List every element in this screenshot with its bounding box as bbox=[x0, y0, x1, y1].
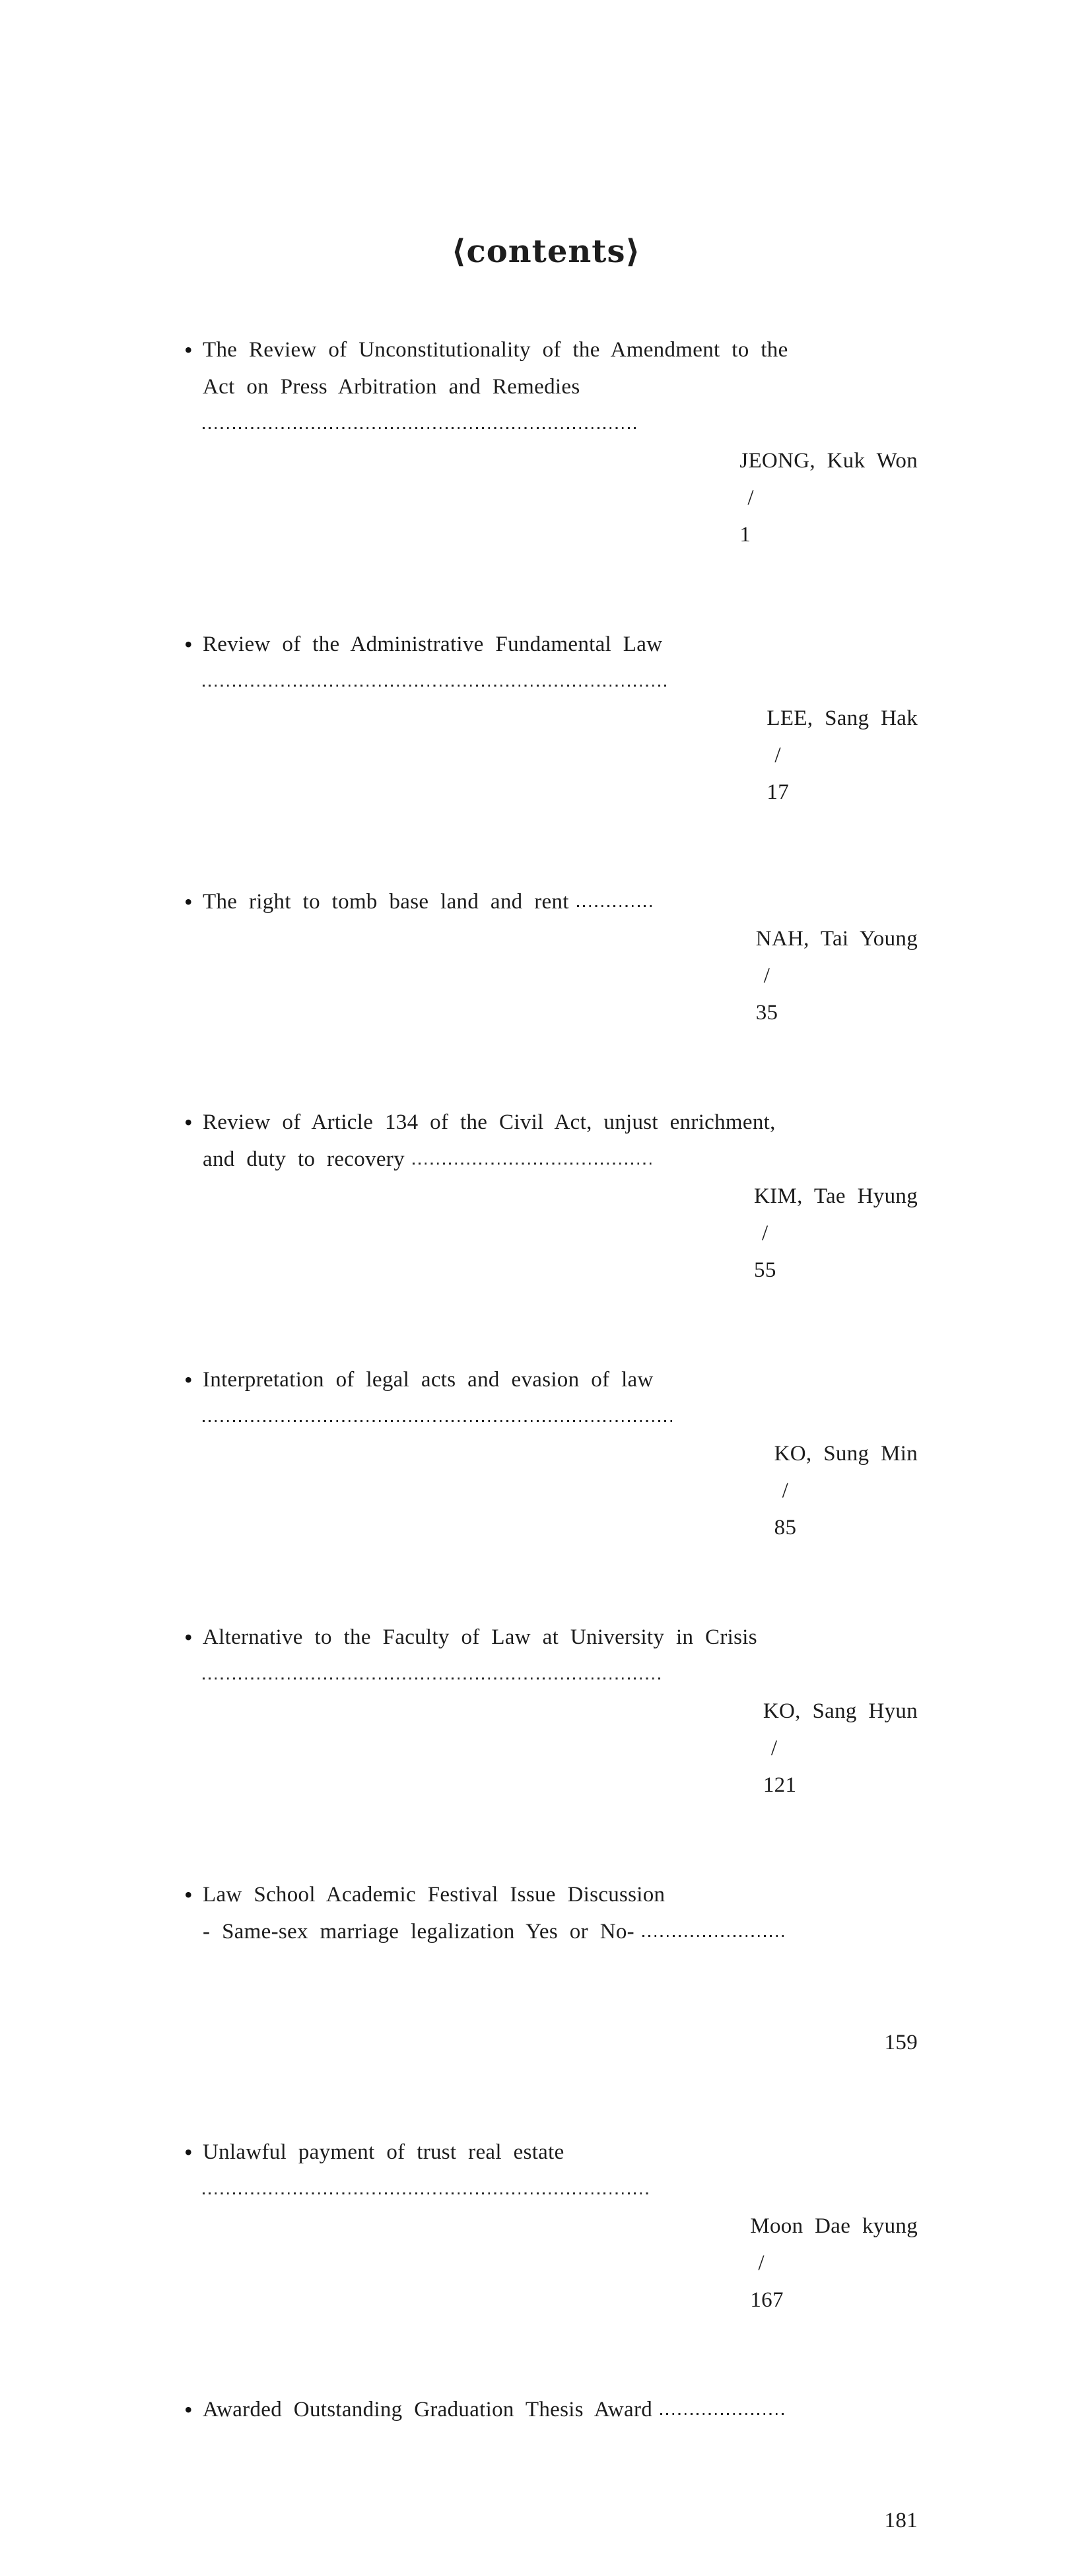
entry-leader-text: The right to tomb base land and rent bbox=[203, 890, 569, 914]
entry-separator: / bbox=[763, 964, 770, 988]
bullet-icon: • bbox=[184, 1367, 193, 1393]
entry-title-line: Alternative to the Faculty of Law at University in Crisis bbox=[203, 1625, 757, 1649]
entry-title-line: Law School Academic Festival Issue Discussion bbox=[203, 1883, 665, 1907]
dotted-leader-icon bbox=[660, 2391, 784, 2576]
entry-leader-text: and duty to recovery bbox=[203, 1147, 405, 1171]
dotted-leader-icon bbox=[203, 663, 666, 848]
toc-entry bbox=[184, 1619, 918, 1841]
entry-author: LEE, Sang Hak bbox=[767, 706, 918, 730]
entry-author: KIM, Tae Hyung bbox=[754, 1184, 918, 1208]
entry-author: Moon Dae kyung bbox=[750, 2214, 918, 2238]
entry-title-line: Unlawful payment of trust real estate bbox=[203, 2140, 564, 2164]
entry-separator: / bbox=[782, 1479, 789, 1503]
page-title: ⟨contents⟩ bbox=[451, 233, 641, 270]
bullet-icon: • bbox=[184, 1624, 193, 1650]
entry-reference bbox=[680, 1398, 918, 1583]
entry-separator: / bbox=[747, 486, 754, 510]
bullet-icon: • bbox=[184, 2396, 193, 2423]
entry-leader-line bbox=[203, 2171, 918, 2356]
entry-author: KO, Sang Hyun bbox=[763, 1699, 918, 1723]
entry-reference bbox=[662, 883, 918, 1068]
entry-page-number: 159 bbox=[884, 2031, 918, 2054]
entry-leader-line bbox=[203, 883, 918, 1068]
bullet-icon: • bbox=[184, 2139, 193, 2165]
entry-author: NAH, Tai Young bbox=[755, 927, 918, 951]
entry-reference bbox=[660, 1141, 918, 1326]
toc-list bbox=[184, 331, 918, 2576]
entry-page-number: 17 bbox=[767, 780, 790, 804]
entry-title-line: Interpretation of legal acts and evasion of law bbox=[203, 1368, 654, 1392]
entry-leader-line bbox=[203, 1656, 918, 1841]
bullet-icon: • bbox=[184, 337, 193, 363]
entry-title-lines bbox=[203, 1876, 918, 1913]
toc-entry bbox=[184, 2391, 918, 2576]
entry-separator: / bbox=[762, 1221, 768, 1245]
entry-page-number: 85 bbox=[774, 1516, 797, 1540]
entry-separator: / bbox=[774, 743, 781, 767]
toc-entry bbox=[184, 1876, 918, 2098]
toc-entry bbox=[184, 626, 918, 848]
entry-title-lines bbox=[203, 1104, 918, 1141]
entry-title-lines bbox=[203, 626, 918, 663]
entry-title-line: Review of Article 134 of the Civil Act, unjust enrichment, bbox=[203, 1110, 776, 1134]
dotted-leader-icon bbox=[413, 1141, 654, 1326]
entry-leader-line bbox=[203, 1398, 918, 1583]
dotted-leader-icon bbox=[203, 1656, 663, 1841]
entry-leader-line bbox=[203, 663, 918, 848]
toc-entry bbox=[184, 331, 918, 590]
toc-entry bbox=[184, 1361, 918, 1583]
entry-reference bbox=[790, 1913, 918, 2098]
bullet-icon: • bbox=[184, 631, 193, 658]
toc-entry bbox=[184, 1104, 918, 1326]
entry-leader-line bbox=[203, 1141, 918, 1326]
entry-separator: / bbox=[758, 2251, 765, 2275]
entry-author: JEONG, Kuk Won bbox=[739, 449, 918, 473]
bullet-icon: • bbox=[184, 1881, 193, 1908]
dotted-leader-icon bbox=[577, 883, 656, 1068]
entry-separator: / bbox=[770, 1736, 778, 1760]
entry-title-lines bbox=[203, 2134, 918, 2171]
entry-reference bbox=[790, 2391, 918, 2576]
bullet-icon: • bbox=[184, 889, 193, 915]
entry-reference bbox=[656, 2171, 918, 2356]
entry-reference bbox=[669, 1656, 918, 1841]
entry-leader-line bbox=[203, 1913, 918, 2098]
entry-title-line: The Review of Unconstitutionality of the Amendment to the bbox=[203, 338, 788, 362]
dotted-leader-icon bbox=[203, 2171, 650, 2356]
entry-page-number: 1 bbox=[739, 523, 751, 547]
entry-leader-line bbox=[203, 2391, 918, 2576]
entry-title-lines bbox=[203, 1361, 918, 1398]
entry-author: KO, Sung Min bbox=[774, 1442, 918, 1466]
entry-title-lines bbox=[203, 1619, 918, 1656]
entry-page-number: 55 bbox=[754, 1258, 776, 1282]
dotted-leader-icon bbox=[642, 1913, 784, 2098]
toc-entry bbox=[184, 883, 918, 1068]
entry-reference bbox=[646, 405, 918, 590]
entry-page-number: 181 bbox=[884, 2509, 918, 2532]
dotted-leader-icon bbox=[203, 1398, 673, 1583]
bullet-icon: • bbox=[184, 1109, 193, 1135]
entry-reference bbox=[673, 663, 918, 848]
entry-leader-line bbox=[203, 405, 918, 590]
entry-page-number: 35 bbox=[755, 1001, 778, 1025]
dotted-leader-icon bbox=[203, 405, 639, 590]
entry-title-line: Review of the Administrative Fundamental Law bbox=[203, 632, 663, 656]
entry-leader-text: - Same-sex marriage legalization Yes or No- bbox=[203, 1920, 634, 1944]
toc-entry bbox=[184, 2134, 918, 2356]
entry-leader-text: Awarded Outstanding Graduation Thesis Award bbox=[203, 2398, 653, 2422]
entry-page-number: 167 bbox=[750, 2288, 784, 2312]
entry-title-lines bbox=[203, 331, 918, 405]
entry-page-number: 121 bbox=[763, 1773, 797, 1797]
entry-title-line: Act on Press Arbitration and Remedies bbox=[203, 375, 580, 399]
